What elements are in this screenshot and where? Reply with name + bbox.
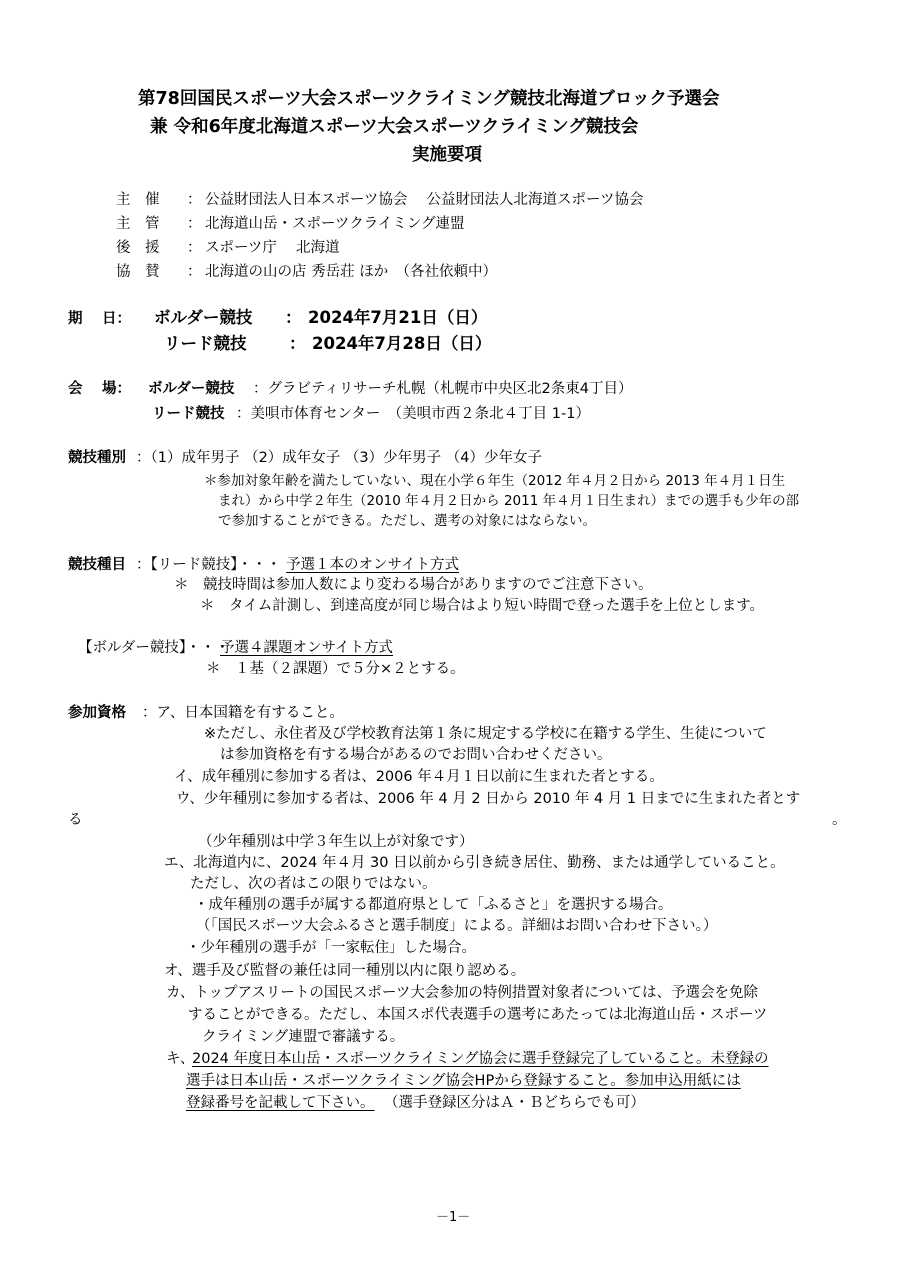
events-boulder-prefix: 【ボルダー競技】・・・: [78, 640, 230, 656]
organizer-label-host: 主 催: [116, 192, 160, 208]
venue-boulder-name: ボルダー競技: [148, 381, 235, 397]
page-number: －1－: [436, 1210, 471, 1225]
title-line-1: 第78回国民スポーツ大会スポーツクライミング競技北海道ブロック予選会: [138, 89, 720, 109]
events-lead-note-1: ＊ 競技時間は参加人数により変わる場合がありますのでご注意下さい。: [174, 577, 653, 593]
dates-lead-sep: ：: [289, 334, 306, 353]
events-boulder-note: ＊ １基（２課題）で５分×２とする。: [206, 661, 465, 677]
eligibility-e-note-1: ただし、次の者はこの限りではない。: [190, 876, 437, 892]
organizer-value-sponsor: 北海道の山の店 秀岳荘 ほか （各社依頼中）: [205, 264, 497, 280]
eligibility-ka-1: カ、トップアスリートの国民スポーツ大会参加の特例措置対象者については、予選会を免除: [166, 985, 759, 1001]
eligibility-label: 参加資格: [68, 705, 126, 721]
venue-label: 会 場：: [68, 381, 132, 397]
dates-boulder-name: ボルダー競技: [154, 308, 253, 327]
venue-lead-value: ：美唄市体育センター （美唄市西２条北４丁目 1-1）: [236, 406, 590, 422]
eligibility-a-note-2: は参加資格を有する場合があるのでお問い合わせください。: [220, 747, 612, 763]
eligibility-o: オ、選手及び監督の兼任は同一種別以内に限り認める。: [164, 963, 526, 979]
organizer-label-support: 後 援: [116, 240, 160, 256]
eligibility-ka-2: することができる。ただし、本国スポ代表選手の選考にあたっては北海道山岳・スポーツ: [188, 1007, 768, 1023]
categories-value: ：（1）成年男子 （2）成年女子 （3）少年男子 （4）少年女子: [136, 450, 542, 466]
eligibility-ki-3-tail: （選手登録区分はＡ・Ｂどちらでも可）: [384, 1095, 645, 1111]
eligibility-ki-2: 選手は日本山岳・スポーツクライミング協会HPから登録すること。参加申込用紙には: [186, 1073, 741, 1089]
eligibility-u-cont: る: [68, 812, 83, 828]
eligibility-ki-1: 2024 年度日本山岳・スポーツクライミング協会に選手登録完了していること。未登録の: [192, 1051, 769, 1067]
events-lead-value: 予選１本のオンサイト方式: [286, 557, 459, 573]
categories-note-2: まれ）から中学２年生（2010 年４月２日から 2011 年４月１日生まれ）までの選手も少年の部: [218, 493, 800, 509]
organizer-value-support: スポーツ庁 北海道: [205, 240, 340, 256]
organizer-value-host: 公益財団法人日本スポーツ協会 公益財団法人北海道スポーツ協会: [205, 192, 644, 208]
organizer-value-manage: 北海道山岳・スポーツクライミング連盟: [205, 216, 465, 232]
categories-note-1: ＊参加対象年齢を満たしていない、現在小学６年生（2012 年４月２日から 2013 年４月１日生: [204, 473, 786, 489]
categories-note-3: で参加することができる。ただし、選考の対象にはならない。: [218, 513, 596, 529]
dates-lead-name: リード競技: [164, 334, 247, 353]
dates-boulder-date: 2024年7月21日（日）: [308, 308, 488, 327]
dates-lead-date: 2024年7月28日（日）: [312, 334, 492, 353]
eligibility-e-note-3: （「国民スポーツ大会ふるさと選手制度」による。詳細はお問い合わせ下さい。）: [196, 918, 718, 934]
eligibility-i: イ、成年種別に参加する者は、2006 年４月１日以前に生まれた者とする。: [174, 769, 664, 785]
organizer-label-manage: 主 管: [116, 216, 160, 232]
events-lead-prefix: ：【リード競技】・・・: [136, 557, 281, 573]
dates-label: 期 日：: [68, 311, 132, 327]
categories-label: 競技種別: [68, 450, 126, 466]
organizer-sep-support: ：: [187, 240, 202, 256]
events-lead-note-2: ＊ タイム計測し、到達高度が同じ場合はより短い時間で登った選手を上位とします。: [200, 598, 765, 614]
title-line-3: 実施要項: [412, 145, 482, 165]
eligibility-u: ウ、少年種別に参加する者は、2006 年 4 月 2 日から 2010 年 4 月 1 日までに生まれた者とす: [176, 791, 801, 807]
organizer-sep-host: ：: [187, 192, 202, 208]
eligibility-e-note-4: ・少年種別の選手が「一家転住」した場合。: [186, 940, 476, 956]
organizer-sep-sponsor: ：: [187, 264, 202, 280]
organizer-sep-manage: ：: [187, 216, 202, 232]
title-line-2: 兼 令和6年度北海道スポーツ大会スポーツクライミング競技会: [150, 117, 639, 137]
eligibility-u-end: 。: [832, 812, 847, 828]
events-boulder-value: 予選４課題オンサイト方式: [220, 640, 393, 656]
eligibility-a-note-1: ※ただし、永住者及び学校教育法第１条に規定する学校に在籍する学生、生徒について: [204, 726, 767, 742]
eligibility-ki-3: 登録番号を記載して下さい。: [186, 1095, 375, 1111]
venue-boulder-value: ：グラビティリサーチ札幌（札幌市中央区北2条東4丁目）: [253, 381, 633, 397]
eligibility-e: エ、北海道内に、2024 年４月 30 日以前から引き続き居住、勤務、または通学していること。: [164, 855, 785, 871]
organizer-label-sponsor: 協 賛: [116, 264, 160, 280]
eligibility-e-note-2: ・成年種別の選手が属する都道府県として「ふるさと」を選択する場合。: [194, 897, 673, 913]
venue-lead-name: リード競技: [152, 406, 225, 422]
events-label: 競技種目: [68, 557, 126, 573]
eligibility-ka-3: クライミング連盟で審議する。: [202, 1029, 405, 1045]
dates-boulder-sep: ：: [285, 308, 302, 327]
eligibility-ki-prefix: キ、: [166, 1051, 195, 1067]
eligibility-a: ：ア、日本国籍を有すること。: [142, 705, 344, 721]
eligibility-u-note: （少年種別は中学３年生以上が対象です）: [198, 834, 474, 850]
